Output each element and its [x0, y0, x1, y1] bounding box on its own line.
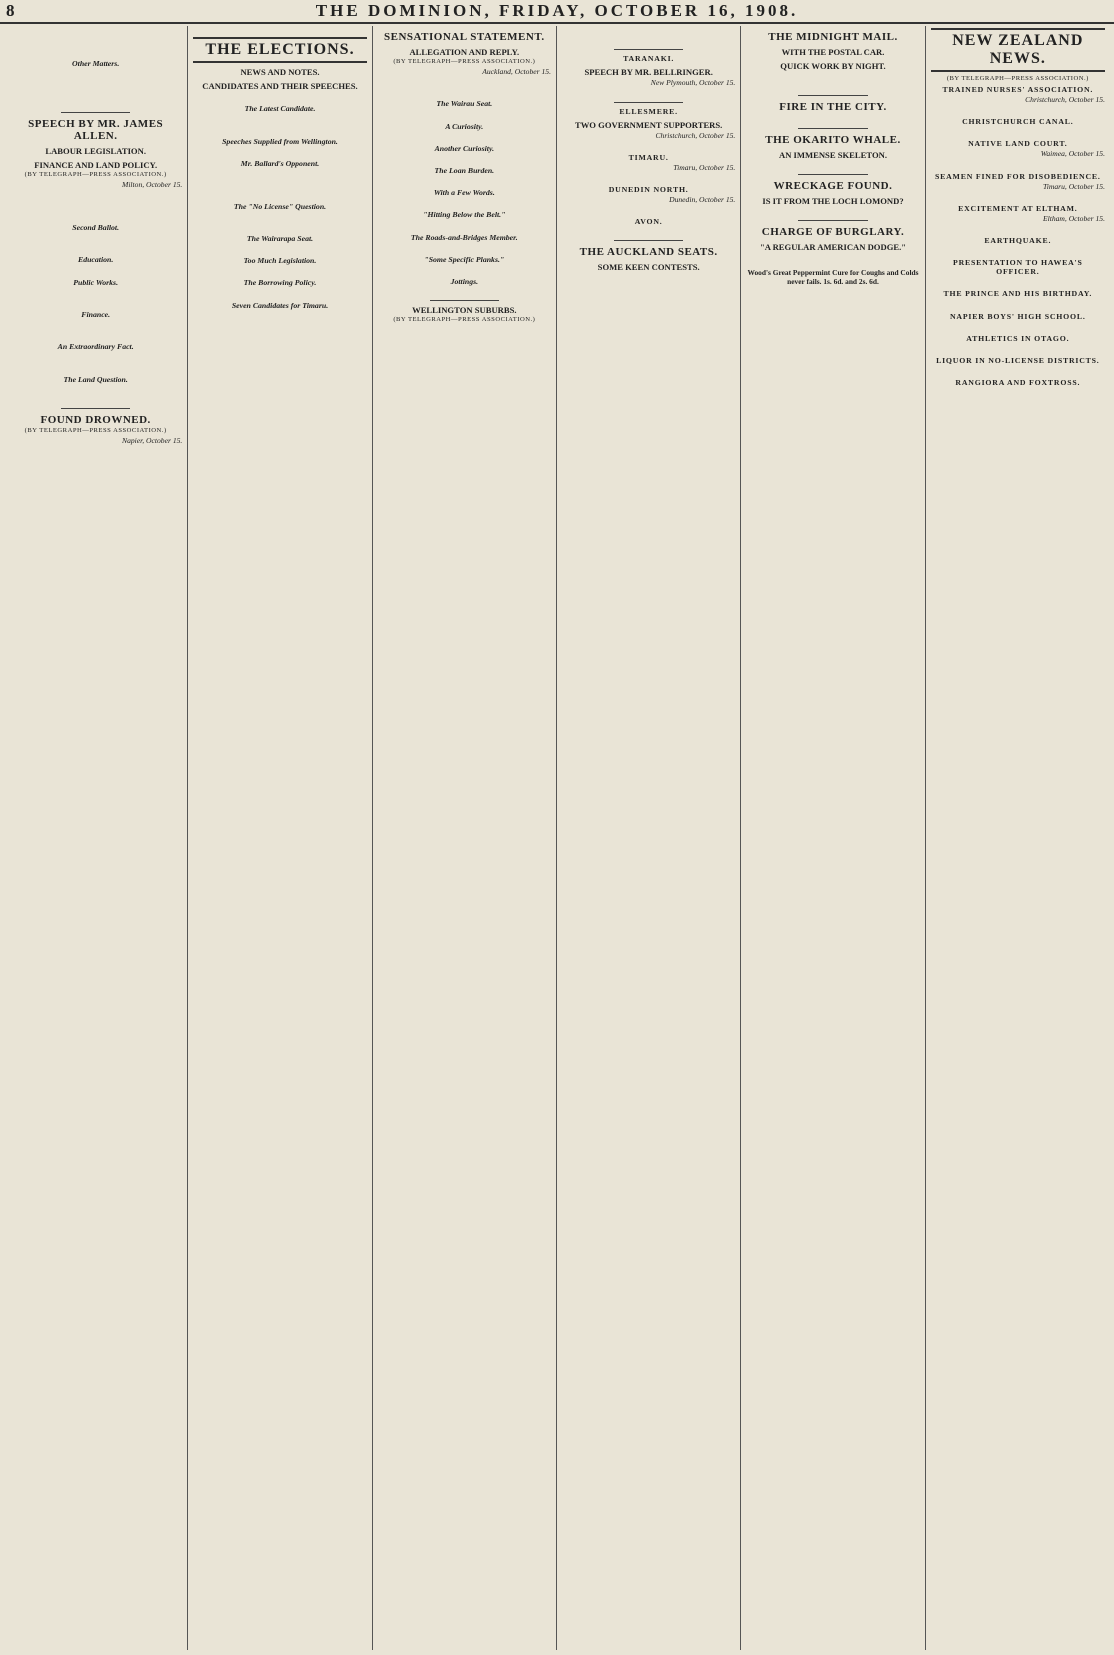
article-headline: ATHLETICS IN OTAGO. — [966, 333, 1070, 343]
dateline: Eltham, October 15. — [1042, 213, 1105, 223]
body-text — [9, 233, 182, 242]
column-4 — [557, 26, 741, 1650]
body-text — [562, 173, 735, 182]
article-subheadline: LABOUR LEGISLATION. — [45, 146, 146, 157]
subheading: The Wairarapa Seat. — [246, 234, 314, 244]
divider — [798, 220, 867, 221]
article-headline: FIRE IN THE CITY. — [779, 101, 887, 114]
body-text — [193, 147, 366, 156]
article-headline: CHARGE OF BURGLARY. — [761, 226, 905, 239]
body-text — [562, 36, 735, 45]
body-text — [931, 127, 1105, 136]
body-text — [378, 243, 551, 252]
dateline: Milton, October 15. — [122, 180, 183, 190]
byline: (BY TELEGRAPH—PRESS ASSOCIATION.) — [393, 58, 536, 65]
article-headline: WRECKAGE FOUND. — [773, 179, 893, 192]
divider — [614, 49, 683, 50]
dateline: Christchurch, October 15. — [655, 130, 736, 140]
article-subheadline: CANDIDATES AND THEIR SPEECHES. — [202, 81, 358, 92]
article-headline: EARTHQUAKE. — [984, 236, 1052, 246]
article-headline: SEAMEN FINED FOR DISOBEDIENCE. — [934, 171, 1101, 181]
article-headline: TIMARU. — [628, 152, 669, 162]
body-text — [746, 253, 919, 262]
article-headline: EXCITEMENT AT ELTHAM. — [958, 203, 1078, 213]
subheading: The Roads-and-Bridges Member. — [410, 232, 518, 242]
body-text — [378, 198, 551, 207]
article-subheadline: AN IMMENSE SKELETON. — [778, 149, 887, 160]
body-text — [193, 114, 366, 123]
dateline: Timaru, October 15. — [1042, 181, 1105, 191]
body-text — [562, 141, 735, 150]
dateline: Christchurch, October 15. — [1025, 95, 1105, 104]
byline: (BY TELEGRAPH—PRESS ASSOCIATION.) — [393, 316, 536, 324]
body-text — [746, 161, 919, 170]
body-text — [193, 92, 366, 101]
subheading: Education. — [78, 255, 114, 265]
body-text — [931, 388, 1105, 397]
body-text — [378, 220, 551, 229]
divider — [798, 174, 867, 175]
article-headline: NAPIER BOYS' HIGH SCHOOL. — [949, 311, 1086, 321]
body-text — [193, 169, 366, 178]
subheading: Second Ballot. — [72, 223, 120, 233]
body-text — [9, 446, 182, 455]
article-subheadline: QUICK WORK BY NIGHT. — [780, 61, 886, 71]
body-text — [378, 176, 551, 185]
article-headline: TARANAKI. — [623, 54, 675, 64]
body-text — [9, 352, 182, 361]
article-headline: SPEECH BY MR. JAMES ALLEN. — [28, 118, 164, 143]
body-text — [9, 26, 182, 35]
body-text — [746, 207, 919, 216]
subheading: Finance. — [81, 310, 111, 320]
section-title: THE ELECTIONS. — [193, 37, 366, 63]
column-5 — [741, 26, 925, 1650]
body-text — [378, 109, 551, 118]
article-subheadline: SOME KEEN CONTESTS. — [597, 262, 700, 273]
body-text — [9, 320, 182, 329]
body-text — [378, 287, 551, 296]
article-headline: NATIVE LAND COURT. — [968, 139, 1068, 149]
subheading: Seven Candidates for Timaru. — [231, 300, 329, 310]
body-text — [931, 366, 1105, 375]
article-subheadline: "A REGULAR AMERICAN DODGE." — [759, 242, 907, 253]
article-subheadline: WITH THE POSTAL CAR. — [781, 47, 885, 57]
subheading: The Loan Burden. — [434, 166, 495, 176]
subheading: Speeches Supplied from Wellington. — [222, 136, 338, 146]
body-text — [9, 265, 182, 274]
columns — [4, 26, 1110, 1650]
body-text — [746, 72, 919, 81]
body-text — [9, 363, 182, 372]
body-text — [193, 244, 366, 253]
article-headline: THE AUCKLAND SEATS. — [579, 246, 718, 259]
body-text — [562, 227, 735, 236]
subheading: Other Matters. — [72, 58, 120, 68]
dateline: New Plymouth, October 15. — [650, 78, 736, 88]
column-6 — [926, 26, 1110, 1650]
body-text — [931, 322, 1105, 331]
body-text — [931, 299, 1105, 308]
body-text — [193, 212, 366, 221]
body-text — [746, 114, 919, 123]
article-subheadline: ALLEGATION AND REPLY. — [409, 47, 520, 57]
subheading: Too Much Legislation. — [243, 256, 317, 266]
article-headline: ELLESMERE. — [619, 106, 678, 116]
body-text — [9, 330, 182, 339]
column-2 — [188, 26, 372, 1650]
dateline: Timaru, October 15. — [673, 162, 736, 172]
article-headline: SENSATIONAL STATEMENT. — [384, 31, 545, 43]
divider — [61, 112, 130, 113]
column-3 — [373, 26, 557, 1650]
body-text — [931, 246, 1105, 255]
body-text — [562, 26, 735, 35]
article-headline: PRESENTATION TO HAWEA'S OFFICER. — [953, 258, 1083, 277]
advertisement: Wood's Great Peppermint Cure for Coughs and Colds never fails. 1s. 6d. and 2s. 6d. — [747, 268, 919, 287]
body-text — [931, 192, 1105, 201]
article-headline: FOUND DROWNED. — [40, 414, 151, 427]
body-text — [193, 179, 366, 188]
byline: (BY TELEGRAPH—PRESS ASSOCIATION.) — [24, 171, 167, 179]
divider — [614, 240, 683, 241]
body-text — [9, 298, 182, 307]
article-subheadline: NEWS AND NOTES. — [240, 67, 320, 78]
body-text — [9, 385, 182, 394]
masthead — [0, 0, 1114, 24]
subheading: Mr. Ballard's Opponent. — [240, 159, 320, 169]
body-text — [9, 201, 182, 210]
body-text — [562, 205, 735, 214]
body-text — [378, 265, 551, 274]
dateline: Auckland, October 15. — [482, 67, 551, 76]
byline: (BY TELEGRAPH—PRESS ASSOCIATION.) — [24, 427, 167, 435]
body-text — [562, 273, 735, 282]
article-subheadline: WELLINGTON SUBURBS. — [412, 305, 517, 316]
subheading: With a Few Words. — [433, 188, 495, 198]
body-text — [378, 132, 551, 141]
body-text — [931, 344, 1105, 353]
article-headline: TRAINED NURSES' ASSOCIATION. — [942, 85, 1094, 94]
body-text — [378, 325, 551, 334]
body-text — [193, 311, 366, 320]
subheading: The "No License" Question. — [233, 201, 327, 211]
body-text — [9, 288, 182, 297]
body-text — [9, 395, 182, 404]
subheading: Jottings. — [450, 277, 479, 287]
subheading: Public Works. — [73, 277, 119, 287]
subheading: Another Curiosity. — [434, 143, 495, 153]
body-text — [9, 69, 182, 78]
divider — [798, 95, 867, 96]
masthead-title: THE DOMINION, FRIDAY, OCTOBER 16, 1908. — [315, 1, 799, 20]
subheading: The Borrowing Policy. — [243, 278, 317, 288]
article-headline: LIQUOR IN NO-LICENSE DISTRICTS. — [936, 356, 1100, 366]
byline: (BY TELEGRAPH—PRESS ASSOCIATION.) — [946, 75, 1089, 82]
body-text — [9, 99, 182, 108]
article-subheadline: FINANCE AND LAND POLICY. — [34, 160, 158, 171]
body-text — [562, 88, 735, 97]
body-text — [193, 189, 366, 198]
body-text — [9, 190, 182, 199]
article-headline: DUNEDIN NORTH. — [608, 185, 689, 195]
section-title: NEW ZEALAND NEWS. — [931, 28, 1105, 72]
body-text — [931, 159, 1105, 168]
subheading: An Extraordinary Fact. — [57, 342, 134, 352]
body-text — [9, 243, 182, 252]
body-text — [9, 46, 182, 55]
body-text — [193, 222, 366, 231]
body-text — [931, 224, 1105, 233]
body-text — [193, 26, 366, 35]
body-text — [9, 89, 182, 98]
article-headline: AVON. — [634, 217, 663, 227]
article-headline: CHRISTCHURCH CANAL. — [962, 117, 1074, 127]
article-headline: THE MIDNIGHT MAIL. — [768, 31, 898, 43]
body-text — [193, 266, 366, 275]
dateline: Napier, October 15. — [122, 436, 183, 446]
column-1 — [4, 26, 188, 1650]
divider — [614, 102, 683, 103]
divider — [798, 128, 867, 129]
body-text — [931, 105, 1105, 114]
subheading: "Some Specific Planks." — [424, 254, 505, 264]
subheading: The Land Question. — [63, 374, 128, 384]
subheading: A Curiosity. — [445, 121, 484, 131]
dateline: Waimea, October 15. — [1040, 149, 1105, 159]
article-headline: THE PRINCE AND HIS BIRTHDAY. — [943, 289, 1093, 299]
article-headline: RANGIORA AND FOXTROSS. — [955, 378, 1081, 388]
subheading: The Wairau Seat. — [436, 99, 493, 109]
body-text — [9, 79, 182, 88]
body-text — [378, 154, 551, 163]
article-subheadline: SPEECH BY MR. BELLRINGER. — [584, 67, 713, 78]
body-text — [378, 87, 551, 96]
body-text — [9, 211, 182, 220]
body-text — [378, 77, 551, 86]
body-text — [193, 288, 366, 297]
article-headline: THE OKARITO WHALE. — [765, 133, 901, 146]
subheading: The Latest Candidate. — [244, 104, 316, 114]
divider — [61, 408, 130, 409]
dateline: Dunedin, October 15. — [669, 195, 736, 205]
subheading: "Hitting Below the Belt." — [423, 210, 506, 220]
divider — [430, 300, 499, 301]
body-text — [746, 82, 919, 91]
article-subheadline: TWO GOVERNMENT SUPPORTERS. — [574, 119, 723, 130]
body-text — [193, 125, 366, 134]
body-text — [9, 36, 182, 45]
body-text — [931, 277, 1105, 286]
page-number: 8 — [6, 1, 15, 20]
article-subheadline: IS IT FROM THE LOCH LOMOND? — [762, 195, 904, 206]
